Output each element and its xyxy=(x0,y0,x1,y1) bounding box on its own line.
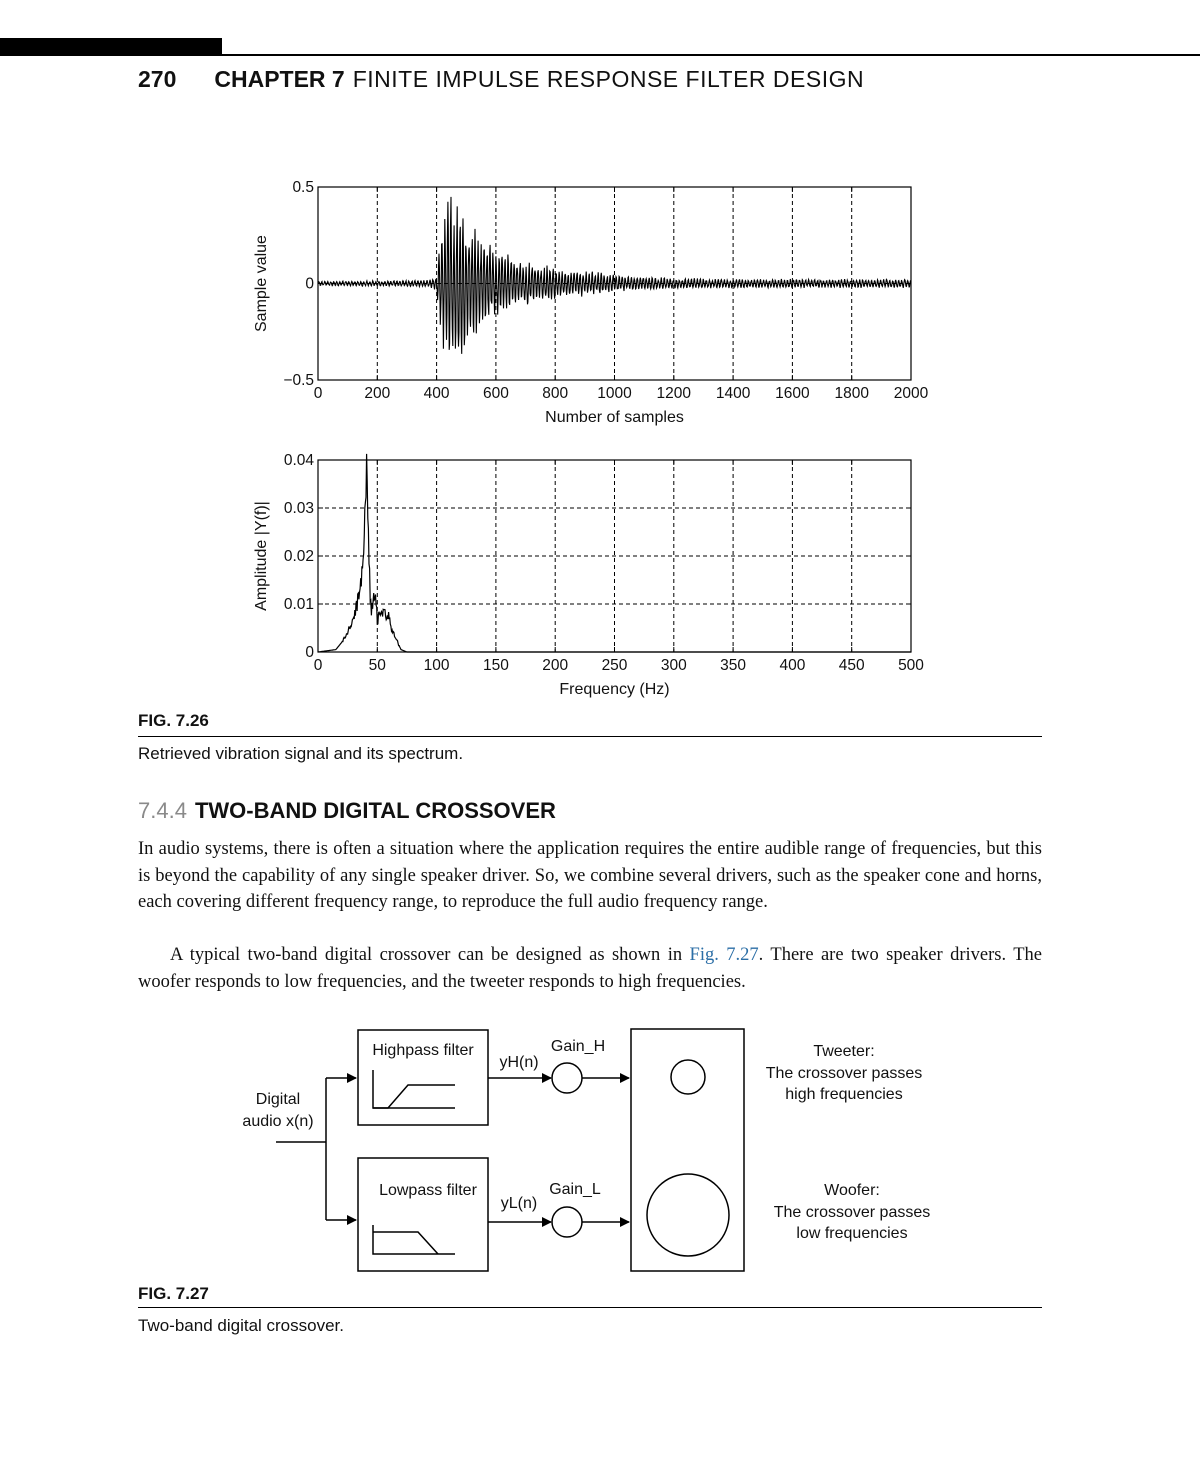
x-tick-label: 400 xyxy=(779,657,806,674)
fig-7-26-label: FIG. 7.26 xyxy=(138,711,209,730)
chapter-title: FINITE IMPULSE RESPONSE FILTER DESIGN xyxy=(352,66,865,92)
x-tick-label: 800 xyxy=(542,385,569,402)
x-tick-label: 500 xyxy=(898,657,924,674)
x-tick-label: 1400 xyxy=(715,385,751,402)
fig-7-27-link[interactable]: Fig. 7.27 xyxy=(689,945,759,965)
x-tick-label: 2000 xyxy=(893,385,929,402)
paragraph-2-text-a: A typical two-band digital crossover can be designed as shown in xyxy=(170,945,690,965)
lowpass-label: Lowpass filter xyxy=(379,1182,477,1199)
chapter-label: CHAPTER 7 xyxy=(214,66,345,92)
x-tick-label: 1200 xyxy=(656,385,692,402)
lowpass-response-icon xyxy=(373,1225,455,1254)
gain-h-label: Gain_H xyxy=(550,1038,606,1055)
speaker-cabinet xyxy=(631,1029,744,1271)
woofer-icon xyxy=(647,1174,729,1256)
input-label-line2: audio x(n) xyxy=(242,1113,314,1130)
paragraph-2 xyxy=(138,942,1042,995)
spectrum-chart xyxy=(253,452,924,698)
woofer-label-2: The crossover passes xyxy=(773,1204,931,1221)
section-number: 7.4.4 xyxy=(138,798,187,823)
x-tick-label: 250 xyxy=(601,657,628,674)
y-axis-label: Sample value xyxy=(253,235,270,332)
x-tick-label: 450 xyxy=(838,657,865,674)
tweeter-label-2: The crossover passes xyxy=(765,1065,923,1082)
x-tick-label: 0 xyxy=(313,385,323,402)
x-tick-label: 350 xyxy=(720,657,747,674)
x-tick-label: 400 xyxy=(423,385,450,402)
y-tick-label: 0 xyxy=(305,644,314,661)
x-tick-label: 200 xyxy=(364,385,391,402)
gain-h-circle xyxy=(552,1063,582,1093)
x-tick-label: 150 xyxy=(482,657,509,674)
y-tick-label: 0.02 xyxy=(283,548,314,565)
yL-label: yL(n) xyxy=(500,1195,538,1212)
x-tick-label: 50 xyxy=(368,657,386,674)
highpass-label: Highpass filter xyxy=(372,1042,474,1059)
y-axis-label: Amplitude |Y(f)| xyxy=(253,501,270,611)
x-tick-label: 1800 xyxy=(834,385,869,402)
woofer-label-3: low frequencies xyxy=(796,1225,908,1242)
y-tick-label: −0.5 xyxy=(283,372,314,389)
fig-7-26-rule xyxy=(138,736,1042,737)
time-signal-chart xyxy=(253,179,929,426)
x-tick-label: 200 xyxy=(542,657,569,674)
paragraph-1: In audio systems, there is often a situation where the application requires the entire audible range of frequencies, but this is beyond the capability of any single speaker driver. So, we combine several drivers, such as the speaker cone and horns, each covering different frequency range, to reproduce the full audio frequency range. xyxy=(138,839,1042,912)
gain-l-circle xyxy=(552,1207,582,1237)
fig-7-27-rule xyxy=(138,1307,1042,1308)
page-number: 270 xyxy=(138,66,177,92)
y-tick-label: 0.5 xyxy=(292,179,314,196)
fig-7-27-caption: Two-band digital crossover. xyxy=(138,1316,344,1335)
paragraph-2-text-b: . There are two speaker drivers. The woofer responds to low frequencies, and the tweeter responds to high frequencies. xyxy=(138,945,1042,992)
figure-7-26 xyxy=(0,0,1200,710)
tweeter-label-1: Tweeter: xyxy=(813,1043,875,1060)
x-tick-label: 0 xyxy=(313,657,323,674)
y-tick-label: 0.01 xyxy=(283,596,314,613)
input-label-line1: Digital xyxy=(255,1091,301,1108)
x-tick-label: 1000 xyxy=(597,385,632,402)
crossover-diagram xyxy=(0,1000,1200,1300)
x-axis-label: Frequency (Hz) xyxy=(559,681,670,698)
fig-7-27-label: FIG. 7.27 xyxy=(138,1284,209,1303)
woofer-label-1: Woofer: xyxy=(824,1182,880,1199)
x-axis-label: Number of samples xyxy=(545,409,684,426)
section-heading xyxy=(138,798,556,824)
highpass-response-icon xyxy=(373,1070,455,1108)
fig-7-26-caption: Retrieved vibration signal and its spectrum. xyxy=(138,744,464,763)
x-tick-label: 1600 xyxy=(775,385,810,402)
gain-l-label: Gain_L xyxy=(549,1181,601,1198)
tweeter-icon xyxy=(671,1060,705,1094)
y-tick-label: 0 xyxy=(305,275,314,293)
yH-label: yH(n) xyxy=(499,1054,539,1071)
y-tick-label: 0.04 xyxy=(283,452,314,469)
x-tick-label: 600 xyxy=(482,385,509,402)
section-title: TWO-BAND DIGITAL CROSSOVER xyxy=(194,798,556,823)
x-tick-label: 300 xyxy=(660,657,687,674)
x-tick-label: 100 xyxy=(423,657,450,674)
y-tick-label: 0.03 xyxy=(283,500,314,517)
tweeter-label-3: high frequencies xyxy=(785,1086,903,1103)
